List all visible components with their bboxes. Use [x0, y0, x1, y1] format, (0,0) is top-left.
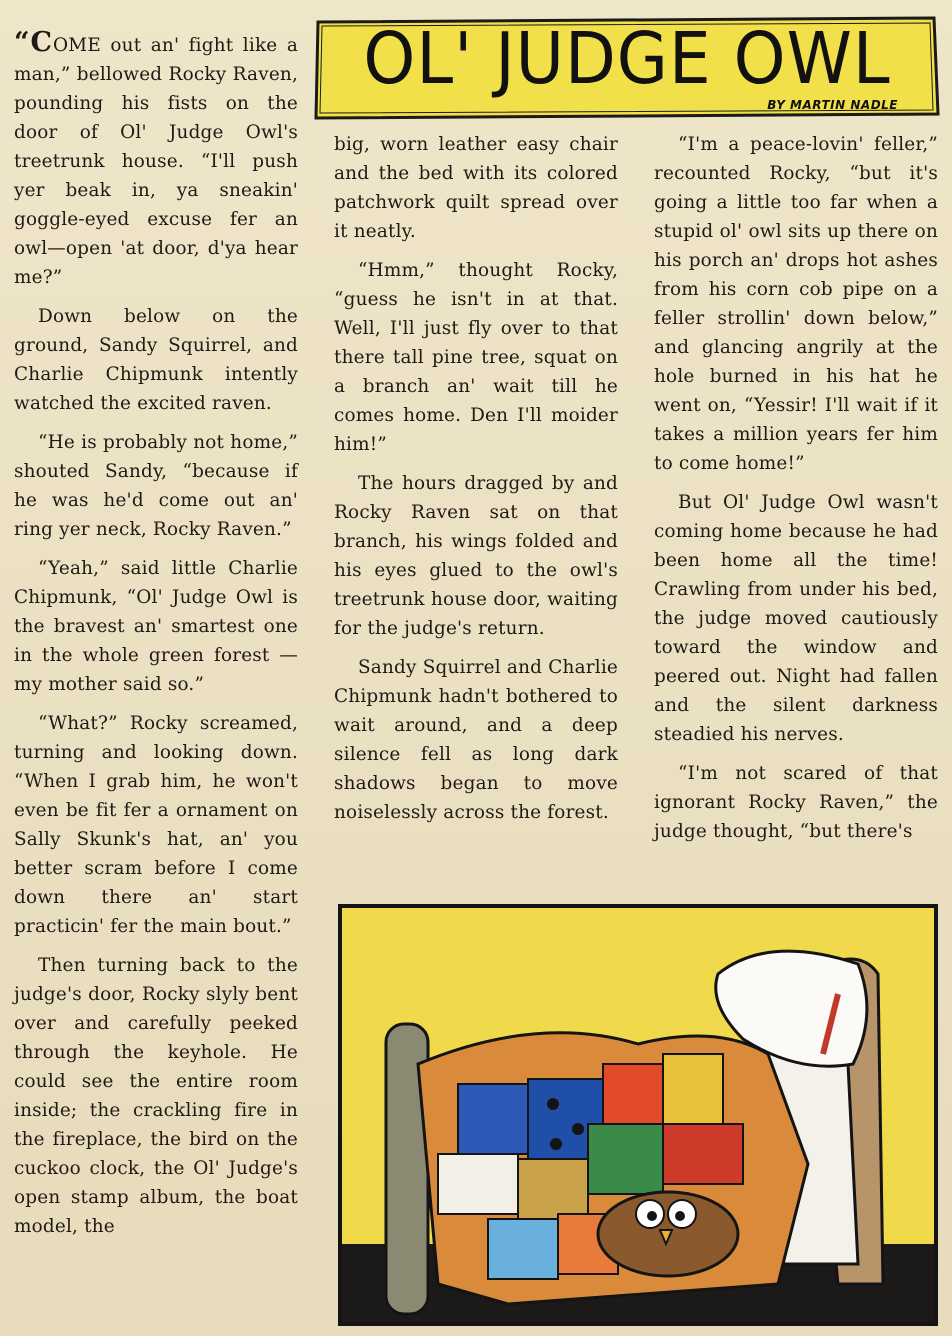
paragraph: “He is probably not home,” shouted Sandy, “because if he was he'd come out an' ring yer neck, Rocky Raven.”: [14, 432, 298, 540]
text-column-3: [654, 130, 938, 856]
paragraph: “Yeah,” said little Charlie Chipmunk, “Ol' Judge Owl is the bravest an' smartest one in the whole green forest — my mother said so.”: [14, 558, 298, 695]
quilt-patch-yellow: [663, 1054, 723, 1124]
paragraph: “I'm a peace-lovin' feller,” recounted Rocky, “but it's going a little too far when a stupid ol' owl sits up there on his porch an' drops hot ashes from his corn cob pipe on a feller strollin' down below,” and glancing angrily at the hole burned in his hat he went on, “Yessir! I'll wait if it takes a million years fer him to come home!”: [654, 134, 938, 474]
paragraph: “I'm not scared of that ignorant Rocky Raven,” the judge thought, “but there's: [654, 763, 938, 842]
paragraph: Sandy Squirrel and Charlie Chipmunk hadn't bothered to wait around, and a deep silence fell as long dark shadows began to move noiselessly across the forest.: [334, 657, 618, 823]
quilt-patch-white: [438, 1154, 518, 1214]
byline: BY MARTIN NADLE: [767, 98, 898, 112]
quilt-patch-tan: [518, 1159, 588, 1219]
paragraph: “What?” Rocky screamed, turning and looking down. “When I grab him, he won't even be fit fer a ornament on Sally Skunk's hat, an' you better scram before I come down there an' start practicin' fer the main bout.”: [14, 713, 298, 937]
paragraph: “Hmm,” thought Rocky, “guess he isn't in at that. Well, I'll just fly over to that there tall pine tree, squat on a branch an' wait till he comes home. Den I'll moider him!”: [334, 260, 618, 455]
paragraph: big, worn leather easy chair and the bed with its colored patchwork quilt spread over it neatly.: [334, 134, 618, 242]
drop-cap: “C: [14, 27, 54, 58]
quilt-patch-red-2: [663, 1124, 743, 1184]
illustration-panel: [338, 904, 938, 1326]
text-column-2: [334, 130, 618, 837]
paragraph: “COME out an' fight like a man,” bellowed Rocky Raven, pounding his fists on the door of Ol' Judge Owl's treetrunk house. “I'll push yer beak in, ya sneakin' goggle-eyed excuse fer an owl—open 'at door, d'ya hear me?”: [14, 27, 298, 288]
paragraph: The hours dragged by and Rocky Raven sat on that branch, his wings folded and his eyes glued to the owl's treetrunk house door, waiting for the judge's return.: [334, 473, 618, 639]
owl-under-quilt-illustration: [338, 904, 938, 1326]
story-title: OL' JUDGE OWL: [363, 16, 891, 101]
paragraph: Down below on the ground, Sandy Squirrel, and Charlie Chipmunk intently watched the excited raven.: [14, 306, 298, 414]
paragraph: But Ol' Judge Owl wasn't coming home because he had been home all the time! Crawling from under his bed, the judge moved cautiously toward the window and peered out. Night had fallen and the silent darkness steadied his nerves.: [654, 492, 938, 745]
title-banner: [312, 14, 942, 122]
quilt-patch-green: [588, 1124, 663, 1194]
text-column-1: [14, 28, 298, 1251]
quilt-patch-light-blue: [488, 1219, 558, 1279]
quilt-patch-blue: [458, 1084, 528, 1154]
quilt-patch-red: [603, 1064, 663, 1124]
paragraph: Then turning back to the judge's door, Rocky slyly bent over and carefully peeked through the keyhole. He could see the entire room inside; the crackling fire in the fireplace, the bird on the cuckoo clock, the Ol' Judge's open stamp album, the boat model, the: [14, 955, 298, 1237]
